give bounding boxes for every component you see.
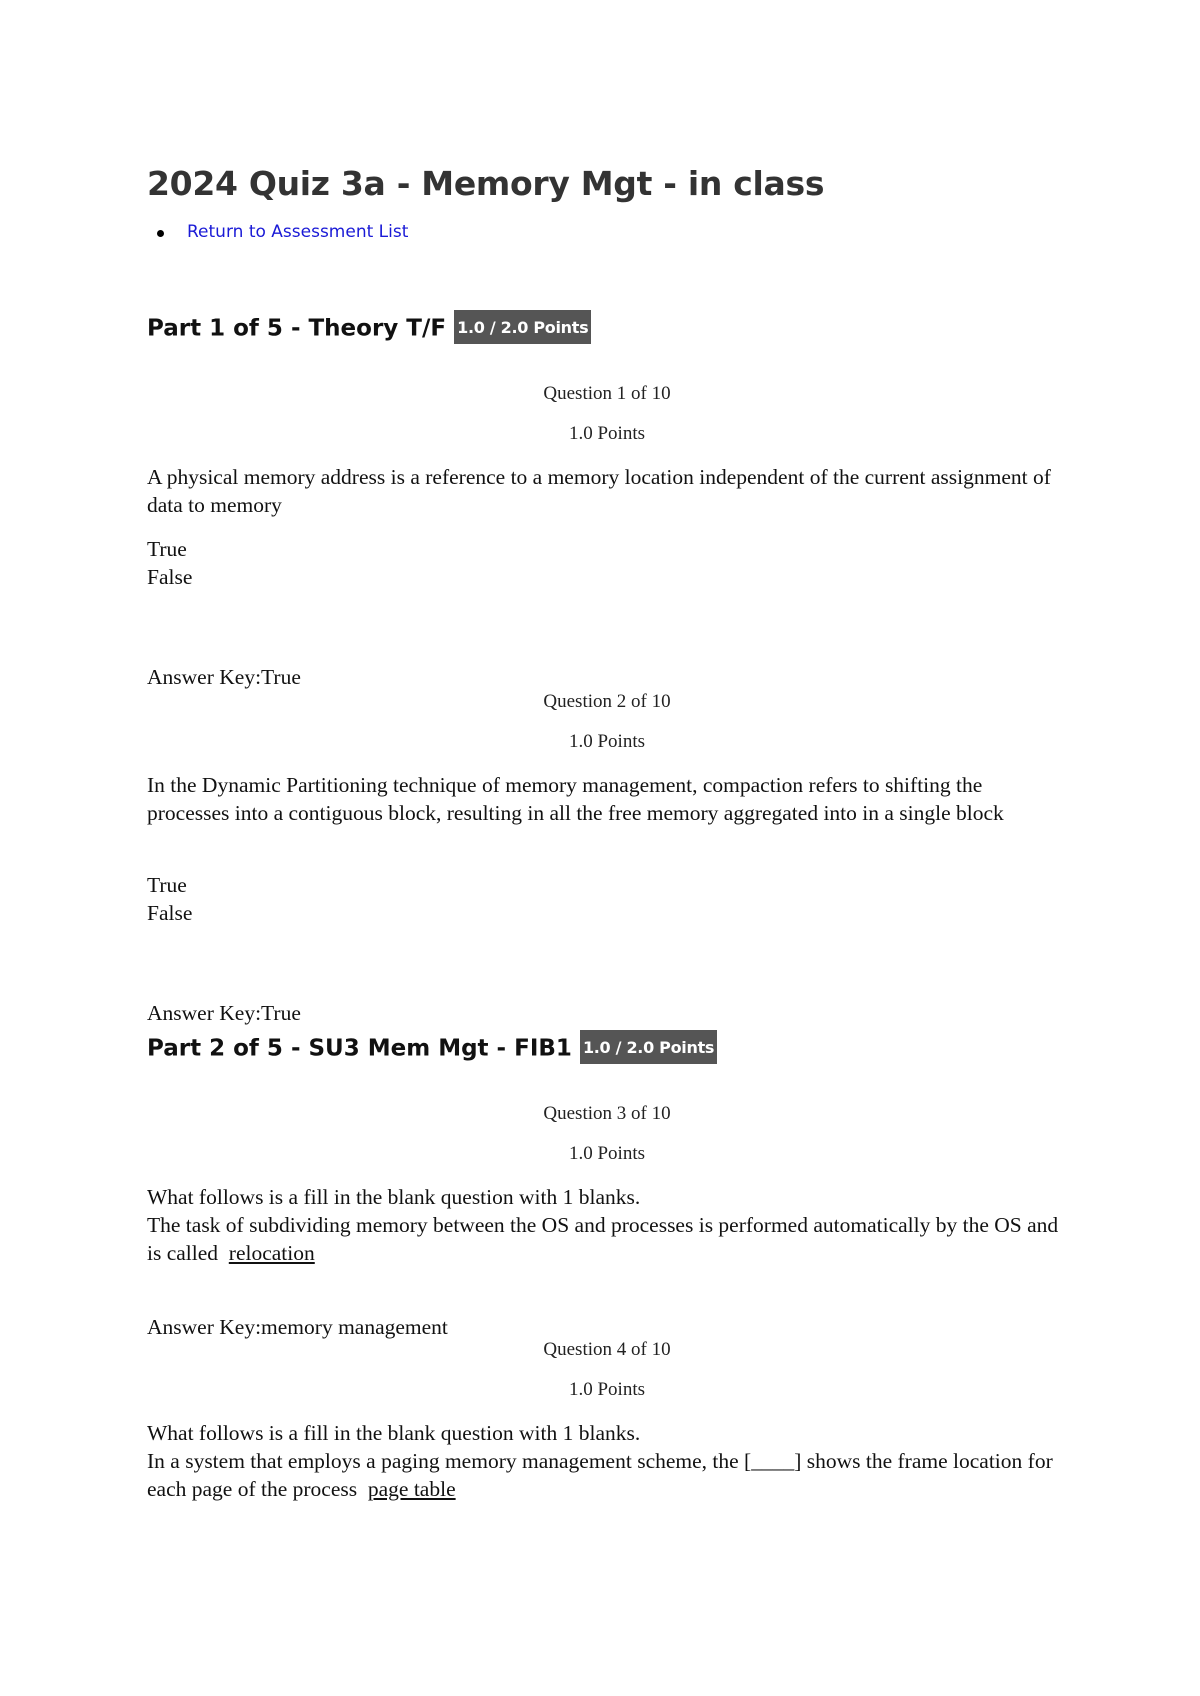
part-2-score-badge: 1.0 / 2.0 Points <box>580 1030 717 1064</box>
nav-list <box>187 222 408 242</box>
question-4-prompt: In a system that employs a paging memory management scheme, the [____] shows the frame location for each page of the process <box>147 1449 1053 1501</box>
question-4-number: Question 4 of 10 <box>543 1339 671 1360</box>
question-1-prompt: A physical memory address is a reference to a memory location independent of the current assignment of data to memory <box>147 465 1051 517</box>
question-3-prompt: The task of subdividing memory between the OS and processes is performed automatically by the OS and is called <box>147 1213 1059 1265</box>
question-2-prompt: In the Dynamic Partitioning technique of memory management, compaction refers to shifting the processes into a contiguous block, resulting in all the free memory aggregated into in a single block <box>147 773 1004 825</box>
question-3-response: relocation <box>228 1241 315 1265</box>
question-4-prompt-line <box>147 1447 1067 1503</box>
option-true[interactable]: True <box>147 873 187 897</box>
option-true[interactable]: True <box>147 537 187 561</box>
question-3-points: 1.0 Points <box>568 1143 646 1164</box>
part-2-title: Part 2 of 5 - SU3 Mem Mgt - FIB1 <box>147 1035 572 1062</box>
nav-item <box>187 222 408 242</box>
question-3-prompt-line <box>147 1211 1067 1267</box>
question-2-options <box>147 871 1067 927</box>
option-false[interactable]: False <box>147 901 193 925</box>
part-1-title: Part 1 of 5 - Theory T/F <box>147 315 447 342</box>
question-2-number: Question 2 of 10 <box>543 691 671 712</box>
page-title: 2024 Quiz 3a - Memory Mgt - in class <box>147 164 825 203</box>
question-3-number: Question 3 of 10 <box>543 1103 671 1124</box>
question-3-body <box>147 1183 1067 1267</box>
question-4-response: page table <box>367 1477 456 1501</box>
question-2-answer-key: Answer Key:True <box>147 1001 301 1025</box>
question-3-answer-key: Answer Key:memory management <box>147 1315 448 1339</box>
bullet-icon <box>157 230 164 237</box>
question-3-intro: What follows is a fill in the blank question with 1 blanks. <box>147 1185 641 1209</box>
return-to-assessment-list-link[interactable]: Return to Assessment List <box>187 222 409 242</box>
question-1-points: 1.0 Points <box>568 423 646 444</box>
option-false[interactable]: False <box>147 565 193 589</box>
part-1-score-badge: 1.0 / 2.0 Points <box>454 310 591 344</box>
part-1-heading <box>147 312 591 346</box>
question-4-points: 1.0 Points <box>568 1379 646 1400</box>
question-1-number: Question 1 of 10 <box>543 383 671 404</box>
question-1-answer-key: Answer Key:True <box>147 665 301 689</box>
question-2-points: 1.0 Points <box>568 731 646 752</box>
question-4-intro: What follows is a fill in the blank question with 1 blanks. <box>147 1421 641 1445</box>
question-1-options <box>147 535 1067 591</box>
part-2-heading <box>147 1032 717 1066</box>
question-4-body <box>147 1419 1067 1503</box>
